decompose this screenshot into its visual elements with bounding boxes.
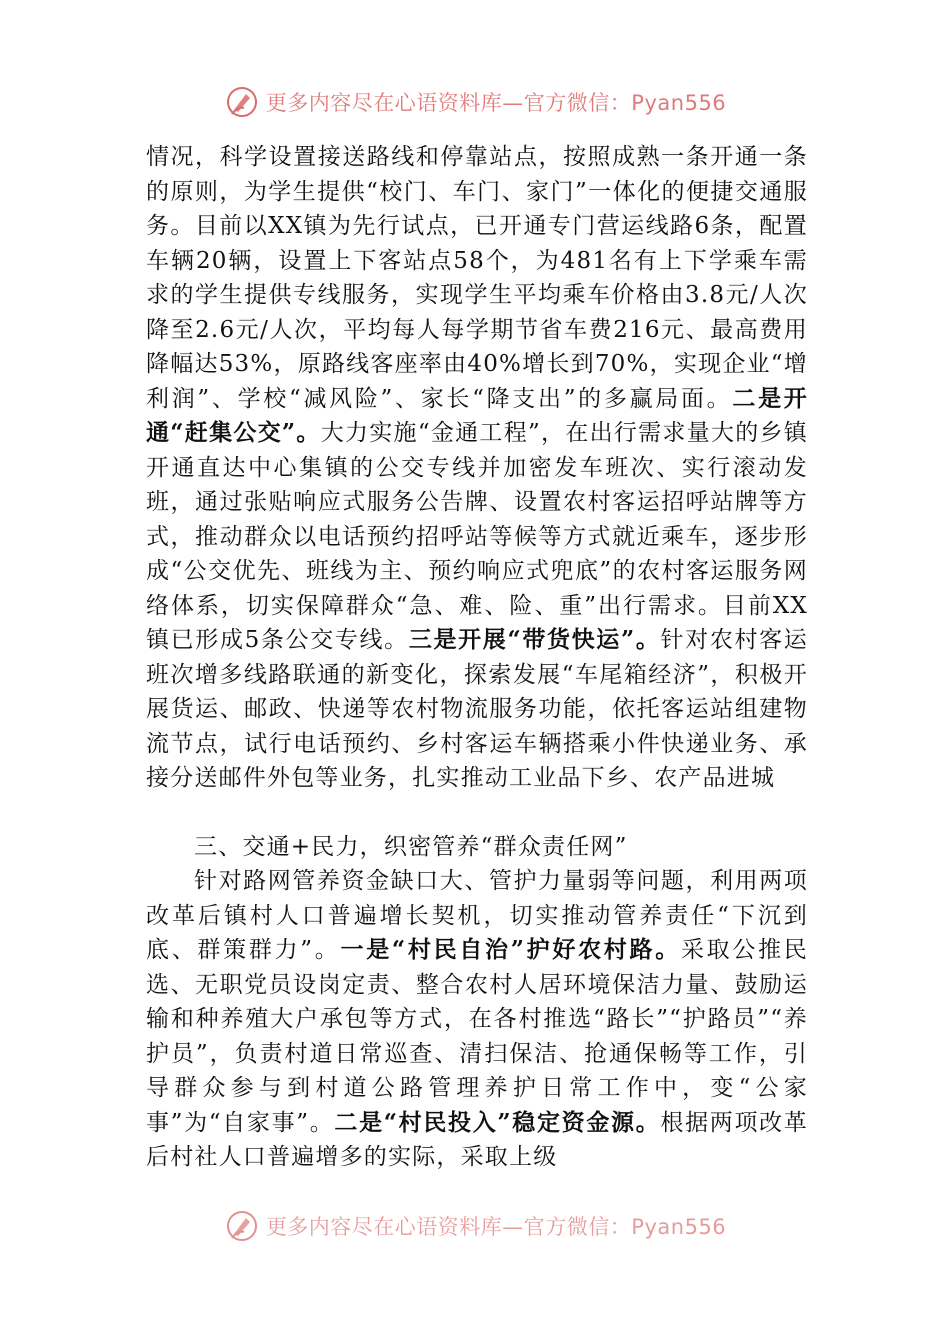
bold-subheading: 一是“村民自治”护好农村路。	[340, 936, 681, 963]
paragraph-text: 针对路网管养资金缺口大、管护力量弱等问题，利用两项改革后镇村人口普遍增长契机，切实推动管养责任“下沉到底、群策群力”。	[146, 868, 808, 963]
paragraph-text: 大力实施“金通工程”，在出行需求量大的乡镇开通直达中心集镇的公交专线并加密发车班次、实行滚动发班，通过张贴响应式服务公告牌、设置农村客运招呼站牌等方式，推动群众以电话预约招呼站等候等方式就近乘车，逐步形成“公交优先、班线为主、预约响应式兜底”的农村客运服务网络体系，切实保障群众“急、难、险、重”出行需求。目前XX镇已形成5条公交专线。	[146, 420, 809, 653]
paragraph-text: 采取公推民选、无职党员设岗定责、整合农村人居环境保洁力量、鼓励运输和种养殖大户承包等方式，在各村推选“路长”“护路员”“养护员”，负责村道日常巡查、清扫保洁、抢通保畅等工作，引导群众参与到村道公路管理养护日常工作中，变“公家事”为“自家事”。	[146, 937, 809, 1136]
bold-subheading: 二是“村民投入”稳定资金源。	[334, 1108, 661, 1136]
watermark-text: 更多内容尽在心语资料库—官方微信：Pyan556	[265, 1215, 727, 1239]
pen-nib-logo-icon	[224, 1208, 260, 1244]
footer-watermark	[0, 1206, 950, 1246]
watermark-text: 更多内容尽在心语资料库—官方微信：Pyan556	[265, 91, 727, 115]
paragraph-section2-continuation	[146, 140, 808, 796]
paragraph-text: 根据两项改革后村社人口普遍增多的实际，采取上级	[146, 1109, 809, 1170]
bold-subheading: 二是开通“赶集公交”。	[146, 384, 808, 446]
paragraph-section3	[146, 864, 808, 1175]
pen-nib-logo-icon	[224, 84, 260, 120]
bold-subheading: 三是开展“带货快运”。	[408, 626, 661, 653]
paragraph-text: 针对农村客运班次增多线路联通的新变化，探索发展“车尾箱经济”，积极开展货运、邮政、快递等农村物流服务功能，依托客运站组建物流节点，试行电话预约、乡村客运车辆搭乘小件快递业务、承接分送邮件外包等业务，扎实推动工业品下乡、农产品进城	[146, 627, 808, 791]
section-heading: 三、交通+民力，织密管养“群众责任网”	[194, 833, 628, 860]
header-watermark	[0, 82, 950, 122]
paragraph-text: 情况，科学设置接送路线和停靠站点，按照成熟一条开通一条的原则，为学生提供“校门、车门、家门”一体化的便捷交通服务。目前以XX镇为先行试点，已开通专门营运线路6条，配置车辆20辆，设置上下客站点58个，为481名有上下学乘车需求的学生提供专线服务，实现学生平均乘车价格由3.8元/人次降至2.6元/人次，平均每人每学期节省车费216元、最高费用降幅达53%，原路线客座率由40%增长到70%，实现企业“增利润”、学校“减风险”、家长“降支出”的多赢局面。	[146, 144, 808, 412]
document-body	[146, 140, 808, 1175]
